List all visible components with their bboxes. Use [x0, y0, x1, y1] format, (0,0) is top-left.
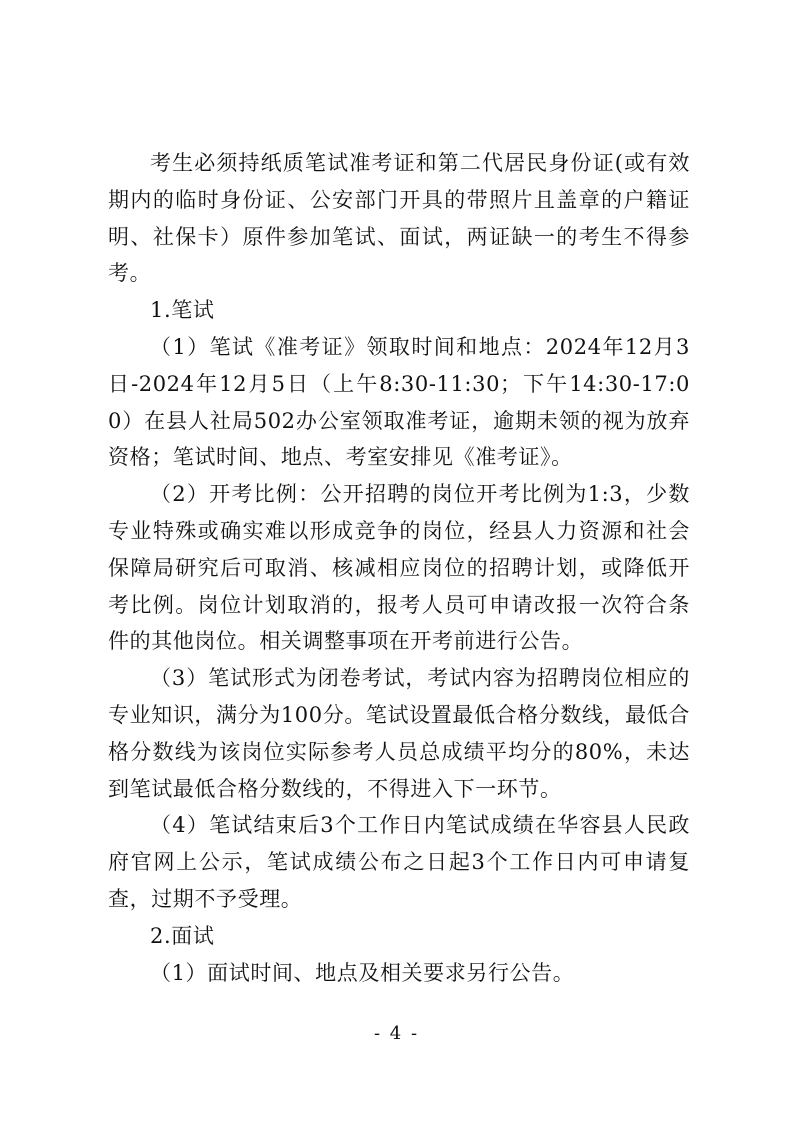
paragraph-exam-format: （3）笔试形式为闭卷考试，考试内容为招聘岗位相应的专业知识，满分为100分。笔试设置最低合格分数线，最低合格分数线为该岗位实际参考人员总成绩平均分的80%，未达到笔试最低合格分数线的，不得进入下一环节。: [108, 666, 690, 801]
paragraph-exam-ratio: （2）开考比例：公开招聘的岗位开考比例为1:3，少数专业特殊或确实难以形成竞争的岗位，经县人力资源和社会保障局研究后可取消、核减相应岗位的招聘计划，或降低开考比例。岗位计划取消的，报考人员可申请改报一次符合条件的其他岗位。相关调整事项在开考前进行公告。: [108, 482, 690, 654]
page-number: - 4 -: [373, 1023, 420, 1044]
paragraph-id-requirements: 考生必须持纸质笔试准考证和第二代居民身份证(或有效期内的临时身份证、公安部门开具的带照片且盖章的户籍证明、社保卡）原件参加笔试、面试，两证缺一的考生不得参考。: [108, 151, 690, 286]
paragraph-exam-results: （4）笔试结束后3个工作日内笔试成绩在华容县人民政府官网上公示，笔试成绩公布之日起3个工作日内可申请复查，过期不予受理。: [108, 813, 690, 911]
document-body: [108, 145, 690, 991]
section-heading-interview: 2.面试: [150, 923, 215, 948]
section-heading-written-exam: 1.笔试: [150, 298, 215, 323]
paragraph-admission-ticket: （1）笔试《准考证》领取时间和地点：2024年12月3日-2024年12月5日（上午8:30-11:30；下午14:30-17:00）在县人社局502办公室领取准考证，逾期未领的视为放弃资格；笔试时间、地点、考室安排见《准考证》。: [108, 334, 690, 470]
paragraph-interview-notice: （1）面试时间、地点及相关要求另行公告。: [150, 960, 575, 985]
